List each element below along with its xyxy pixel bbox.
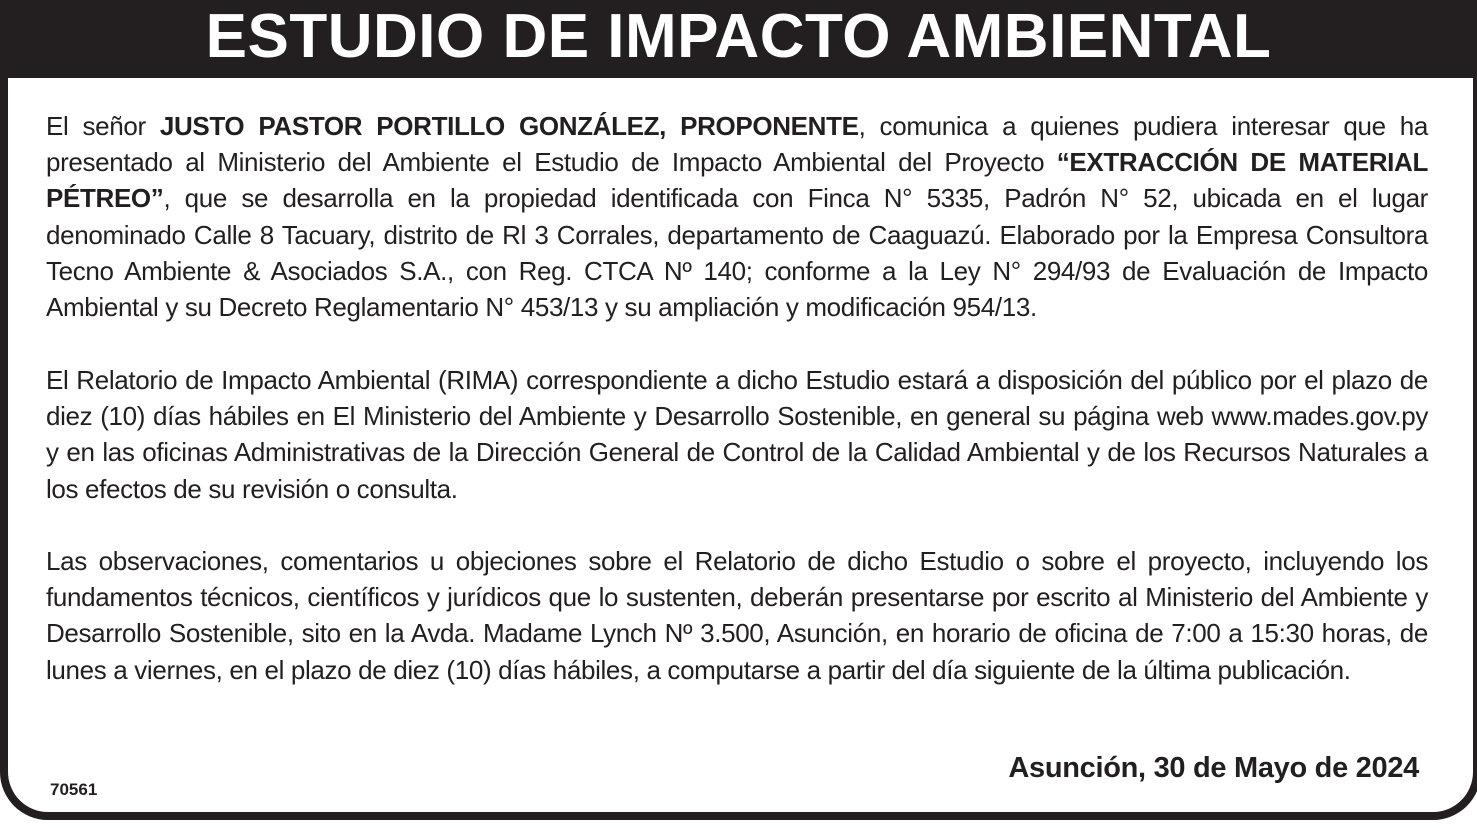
reference-code: 70561 bbox=[50, 780, 98, 799]
proponent-name: JUSTO PASTOR PORTILLO GONZÁLEZ, PROPONENTE bbox=[159, 111, 859, 141]
paragraph-proponent bbox=[46, 108, 1428, 325]
paragraph-observations bbox=[46, 543, 1428, 688]
p1-text-2: , comunica a quienes pudiera interesar que ha presentado al Ministerio del Ambiente el Estudio de Impacto Ambiental del Proyecto bbox=[46, 111, 1428, 178]
p3-text: Las observaciones, comentarios u objeciones sobre el Relatorio de dicho Estudio o sobre el proyecto, incluyendo los fundamentos técnicos, científicos y jurídicos que lo sustenten, deberán presentarse por escrito al Ministerio del Ambiente y Desarrollo Sostenible, sito en la Avda. Madame Lynch Nº 3.500, Asunción, en horario de oficina de 7:00 a 15:30 horas, de lunes a viernes, en el plazo de diez (10) días hábiles, a computarse a partir del día siguiente de la última publicación. bbox=[46, 546, 1428, 685]
paragraph-rima bbox=[46, 362, 1428, 507]
notice-title: ESTUDIO DE IMPACTO AMBIENTAL bbox=[205, 2, 1272, 71]
p2-text: El Relatorio de Impacto Ambiental (RIMA) correspondiente a dicho Estudio estará a disposición del público por el plazo de diez (10) días hábiles en El Ministerio del Ambiente y Desarrollo Sostenible, en general su página web www.mades.gov.py y en las oficinas Administrativas de la Dirección General de Control de la Calidad Ambiental y de los Recursos Naturales a los efectos de su revisión o consulta. bbox=[46, 365, 1428, 504]
p1-text-1: El señor bbox=[46, 111, 160, 141]
project-name: “EXTRACCIÓN DE MATERIAL PÉTREO” bbox=[46, 147, 1428, 214]
notice-header bbox=[0, 0, 1477, 78]
p1-text-3: , que se desarrolla en la propiedad identificada con Finca N° 5335, Padrón N° 52, ubicada en el lugar denominado Calle 8 Tacuary, distrito de Rl 3 Corrales, departamento de Caaguazú. Elaborado por la Empresa Consultora Tecno Ambiente & Asociados S.A., con Reg. CTCA Nº 140; conforme a la Ley N° 294/93 de Evaluación de Impacto Ambiental y su Decreto Reglamentario N° 453/13 y su ampliación y modificación 954/13. bbox=[46, 183, 1428, 323]
place-date-signature: Asunción, 30 de Mayo de 2024 bbox=[1008, 752, 1419, 784]
